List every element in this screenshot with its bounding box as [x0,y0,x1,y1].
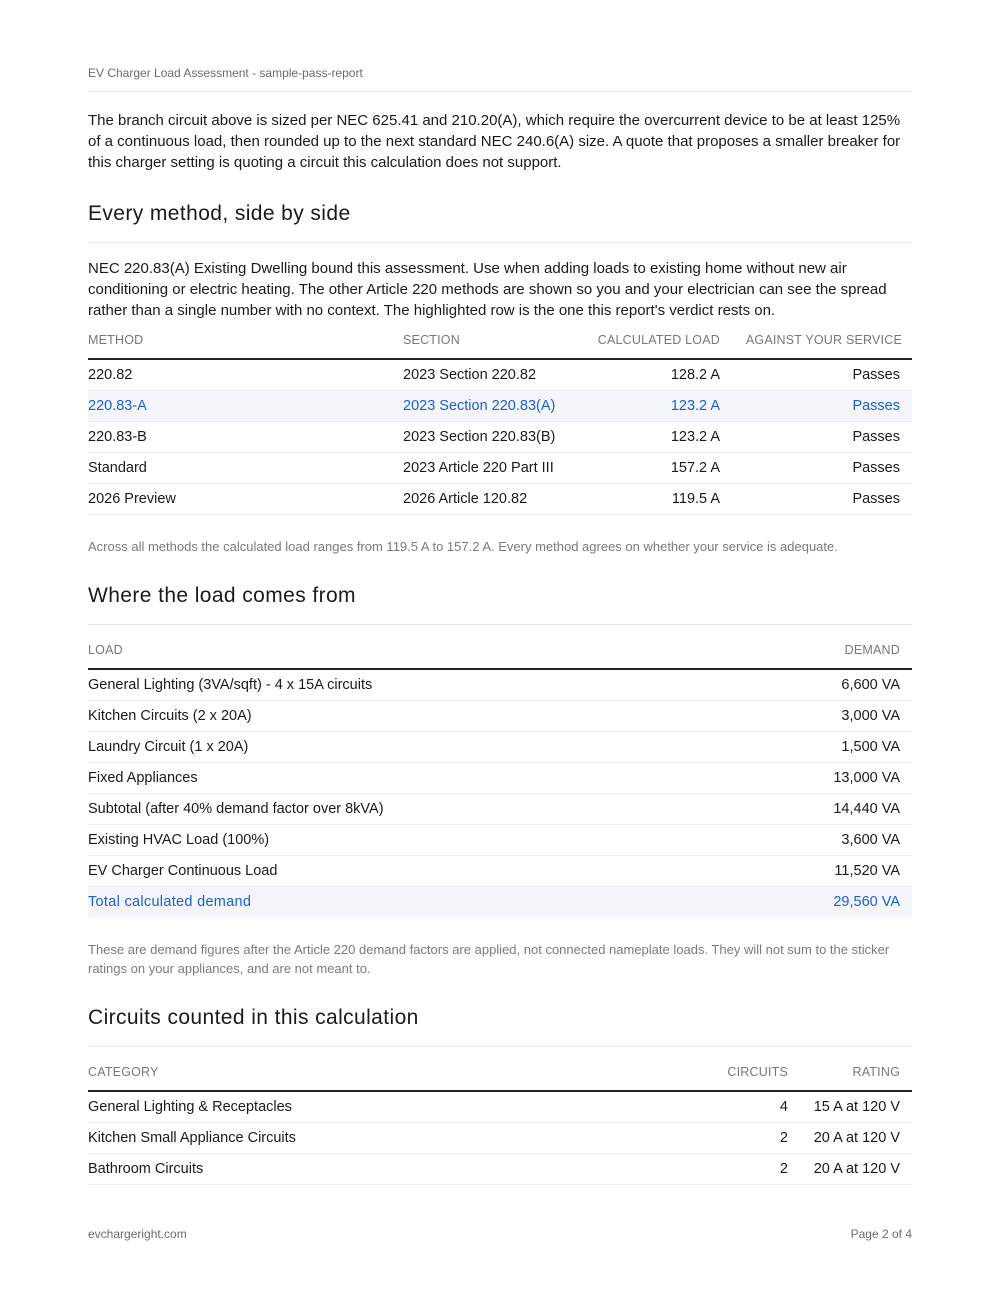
load-demand: 11,520 VA [739,855,912,886]
table-row [88,669,912,700]
method-name: 2026 Preview [88,483,403,514]
circuits-table [88,1059,912,1185]
col-demand: DEMAND [739,637,912,669]
load-demand: 14,440 VA [739,793,912,824]
header-divider [88,91,912,92]
method-section: 2023 Section 220.83(A) [403,390,563,421]
loads-table-header [88,637,912,669]
col-rating: RATING [788,1059,912,1091]
col-against-service: AGAINST YOUR SERVICE [720,327,912,359]
loads-heading: Where the load comes from [88,584,356,607]
col-load: LOAD [88,637,739,669]
table-row [88,824,912,855]
method-name: 220.83-A [88,390,403,421]
total-label: Total calculated demand [88,886,739,917]
methods-heading-divider [88,242,912,243]
methods-table-header [88,327,912,359]
col-circuits: CIRCUITS [688,1059,788,1091]
col-method: METHOD [88,327,403,359]
method-name: 220.82 [88,359,403,390]
method-name: Standard [88,452,403,483]
method-load: 128.2 A [563,359,720,390]
footer-page-number: Page 2 of 4 [850,1227,912,1241]
circuit-rating: 15 A at 120 V [788,1091,912,1122]
table-row [88,1153,912,1184]
loads-note: These are demand figures after the Article 220 demand factors are applied, not connected nameplate loads. They will not sum to the sticker ratings on your appliances, and are not meant to. [88,942,890,976]
table-row [88,421,912,452]
load-name: Laundry Circuit (1 x 20A) [88,731,739,762]
method-result: Passes [720,421,912,452]
table-row [88,731,912,762]
running-header: EV Charger Load Assessment - sample-pass-report [88,66,363,80]
table-row [88,855,912,886]
method-section: 2026 Article 120.82 [403,483,563,514]
total-row [88,886,912,917]
load-name: Subtotal (after 40% demand factor over 8kVA) [88,793,739,824]
load-demand: 6,600 VA [739,669,912,700]
table-row [88,1122,912,1153]
col-section: SECTION [403,327,563,359]
load-name: Kitchen Circuits (2 x 20A) [88,700,739,731]
col-category: CATEGORY [88,1059,688,1091]
method-section: 2023 Section 220.83(B) [403,421,563,452]
load-name: Fixed Appliances [88,762,739,793]
circuit-rating: 20 A at 120 V [788,1153,912,1184]
methods-note: Across all methods the calculated load ranges from 119.5 A to 157.2 A. Every method agrees on whether your service is adequate. [88,539,838,554]
methods-table [88,327,912,515]
intro-paragraph: The branch circuit above is sized per NEC 625.41 and 210.20(A), which require the overcurrent device to be at least 125% of a continuous load, then rounded up to the next standard NEC 240.6(A) size. A quote that proposes a smaller breaker for this charger setting is quoting a circuit this calculation does not support. [88,112,901,171]
method-section: 2023 Section 220.82 [403,359,563,390]
circuit-category: Bathroom Circuits [88,1153,688,1184]
circuits-heading-divider [88,1046,912,1047]
table-row [88,483,912,514]
method-load: 123.2 A [563,390,720,421]
methods-heading: Every method, side by side [88,202,351,225]
load-name: Existing HVAC Load (100%) [88,824,739,855]
load-demand: 3,000 VA [739,700,912,731]
load-demand: 13,000 VA [739,762,912,793]
table-row [88,700,912,731]
circuit-count: 2 [688,1122,788,1153]
circuit-category: Kitchen Small Appliance Circuits [88,1122,688,1153]
circuits-table-header [88,1059,912,1091]
method-result: Passes [720,483,912,514]
load-name: General Lighting (3VA/sqft) - 4 x 15A circuits [88,669,739,700]
circuit-category: General Lighting & Receptacles [88,1091,688,1122]
method-result: Passes [720,390,912,421]
footer-site: evchargeright.com [88,1227,187,1241]
method-load: 119.5 A [563,483,720,514]
table-row [88,359,912,390]
method-section: 2023 Article 220 Part III [403,452,563,483]
table-row-highlighted [88,390,912,421]
table-row [88,452,912,483]
circuit-count: 4 [688,1091,788,1122]
table-row [88,793,912,824]
col-calculated-load: CALCULATED LOAD [563,327,720,359]
loads-heading-divider [88,624,912,625]
circuit-rating: 20 A at 120 V [788,1122,912,1153]
load-demand: 3,600 VA [739,824,912,855]
methods-description: NEC 220.83(A) Existing Dwelling bound this assessment. Use when adding loads to existing home without new air conditioning or electric heating. The other Article 220 methods are shown so you and your electrician can see the spread rather than a single number with no context. The highlighted row is the one this report's verdict rests on. [88,260,887,319]
method-result: Passes [720,359,912,390]
total-demand: 29,560 VA [739,886,912,917]
circuit-count: 2 [688,1153,788,1184]
method-name: 220.83-B [88,421,403,452]
table-row [88,762,912,793]
circuits-heading: Circuits counted in this calculation [88,1006,419,1029]
loads-table [88,637,912,917]
load-demand: 1,500 VA [739,731,912,762]
table-row [88,1091,912,1122]
method-load: 157.2 A [563,452,720,483]
load-name: EV Charger Continuous Load [88,855,739,886]
method-load: 123.2 A [563,421,720,452]
method-result: Passes [720,452,912,483]
